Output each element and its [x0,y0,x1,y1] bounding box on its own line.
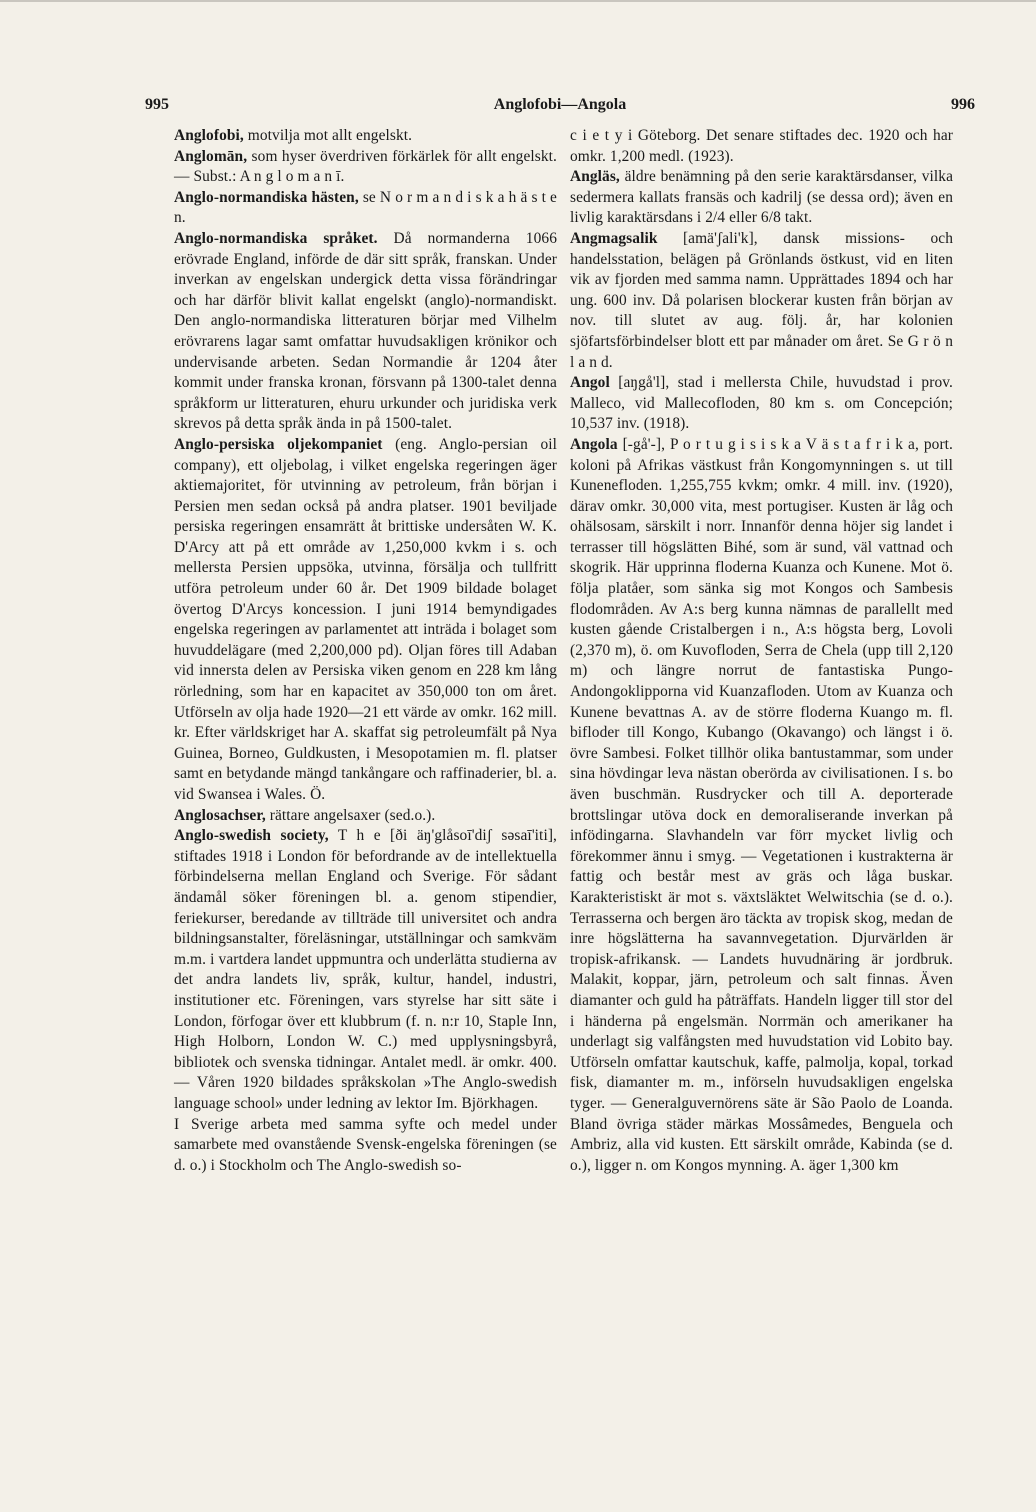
entry-anglas: Angläs, äldre benämning på den serie karaktärsdanser, vilka sedermera kallats fransäs och kadrilj (se dessa ord); även en livlig karaktärsdans i 2/4 eller 6/8 takt. [570,168,953,227]
entry-anglo-swedish-society: Anglo-swedish society, T h e [ði äŋ'glåsoī'diʃ səsaī'iti], stiftades 1918 i London för befordrande av de intellektuella förbindelserna mellan England och Sverige. För sådant ändamål söker föreningen bl. a. genom stipendier, feriekurser, beredande av tillträde till universitet och andra bildningsanstalter, föreläsningar, utställningar och samkväm m.m. i vartdera landet uppmuntra och underlätta studierna av det andra landets liv, språk, kultur, handel, industri, institutioner etc. Föreningen, vars styrelse har sitt säte i London, förfogar över ett klubbrum (f. n. n:r 10, Staple Inn, High Holborn, London W. C.) med upplysningsbyrå, bibliotek och svenska tidningar. Antalet medl. är omkr. 400. — Våren 1920 bildades språkskolan »The Anglo-swedish language school» under ledning av lektor Im. Björkhagen. [174,827,557,1112]
page-number-left: 995 [145,96,169,113]
page-top-border [0,0,1036,2]
right-column [570,126,953,1176]
left-column [174,126,557,1176]
header-title: Anglofobi—Angola [493,96,627,113]
entry-anglofobi: Anglofobi, motvilja mot allt engelskt. [174,127,413,144]
entry-anglosachser: Anglosachser, rättare angelsaxer (sed.o.). [174,806,436,824]
page-number-right: 996 [951,96,975,113]
entry-anglo-normandiska-hasten: Anglo-normandiska hästen, se N o r m a n d i s k a h ä s t e n. [174,188,557,227]
entry-angol: Angol [aŋgå'l], stad i mellersta Chile, huvudstad i prov. Malleco, vid Mallecofloden, 80 km s. om Concepción; 10,537 inv. (1918). [570,374,953,433]
entry-anglo-normandiska-spraket: Anglo-normandiska språket. Då normanderna 1066 erövrade England, införde de där sitt språk, franskan. Under inverkan av engelskan undergick detta vissa förändringar och har därför blivit kallat engelskt (anglo)-normandiskt. Den anglo-normandiska litteraturen börjar med Vilhelm erövrarens lagar samt omfattar huvudsakligen krönikor och undervisande arbeten. Sedan Normandie år 1204 åter kommit under franska kronan, försvann på 1300-talet denna språkform ur litteraturen, ehuru urkunder och juridiska verk skrevos på detta språk ända in på 1500-talet. [174,229,557,433]
entry-angmagsalik: Angmagsalik [amä'ʃali'k], dansk missions- och handelsstation, belägen på Grönlands östkust, vid en liten vik av fjorden med samma namn. Upprättades 1894 och har ung. 600 inv. Då polarisen blockerar kusten från början av nov. till slutet av aug. följ. år, har kolonien sjöfartsförbindelser blott ett par månader om året. Se G r ö n l a n d. [570,229,953,371]
entry-continuation-sverige: I Sverige arbeta med samma syfte och medel under samarbete med ovanstående Svensk-engelska föreningen (se d. o.) i Stockholm och The Anglo-swedish so- [174,1115,557,1174]
entry-anglo-persiska-oljekompaniet: Anglo-persiska oljekompaniet (eng. Anglo-persian oil company), ett oljebolag, i vilket engelska regeringen äger aktiemajoritet, för utvinning av petroleum, från början i Persien men sedan också på andra platser. 1901 beviljade persiska regeringen ensamrätt åt brittiske undersåten W. K. D'Arcy att på ett område av 1,250,000 kvkm i s. och mellersta Persien uppsöka, utvinna, försälja och tullfritt utföra petroleum under 60 år. Det 1909 bildade bolaget övertog D'Arcys koncession. I juni 1914 bemyndigades engelska regeringen av parlamentet att inträda i bolaget som huvuddelägare (med 2,200,000 pd). Oljan föres till Adaban vid innersta delen av Persiska viken genom en 228 km lång rörledning, som har en kapacitet av 350,000 ton om året. Utförseln av olja hade 1920—21 ett värde av omkr. 162 mill. kr. Efter världskriget har A. skaffat sig petroleumfält på Nya Guinea, Borneo, Guldkusten, i Mesopotamien m. fl. platser samt en betydande mängd tankångare och raffinaderier, bl. a. vid Swansea i Wales. Ö. [174,435,557,803]
entry-angloman: Anglomān, som hyser överdriven förkärlek för allt engelskt. — Subst.: A n g l o m a n ī. [174,147,557,186]
entry-angola: Angola [-gå'-], P o r t u g i s i s k a V ä s t a f r i k a, port. koloni på Afrikas västkust från Kongomynningen s. ut till Kunenefloden. 1,255,755 kvkm; omkr. 4 mill. inv. (1920), därav omkr. 30,000 vita, mest portugiser. Kusten är låg och ohälsosam, särskilt i norr. Innanför denna höjer sig landet i terrasser till högslätten Bihé, som är sund, väl vattnad och skogrik. Här upprinna floderna Kuanza och Kunene. Mot ö. följa platåer, som sänka sig mot Kongos och Sambesis flodområden. Av A:s berg kunna nämnas de parallellt med kusten gående Cristalbergen i n., A:s högsta berg, Lovoli (2,370 m), ö. om Kuvofloden, Serra de Chela (upp till 2,120 m) och längre norrut de fantastiska Pungo-Andongoklipporna vid Kuanzafloden. Utom av Kuanza och Kunene bevattnas A. av de större floderna Kuango m. fl. bifloder till Kongo, Kubango (Okavango) och längst i ö. övre Sambesi. Folket tillhör olika bantustammar, som under sina hövdingar leva nästan oberörda av civilisationen. I s. bo även buschmän. Rusdrycker och till A. deporterade brottslingar utöva dock en demoraliserande inverkan på infödingarna. Slavhandeln var förr mycket livlig och förekommer ännu i smyg. — Vegetationen i kustrakterna är fattig och består mest av gräs och låga buskar. Karakteristiskt är mot s. växtsläktet Welwitschia (se d. o.). Terrasserna och bergen äro täckta av tropisk skog, medan de inre högslätterna ha savannvegetation. Djurvärlden är tropisk-afrikansk. — Landets huvudnäring är jordbruk. Malakit, koppar, järn, petroleum och salt finnas. Även diamanter och guld ha påträffats. Handeln ligger till stor del i händerna på engelsmän. Norrmän och amerikaner ha underlagt sig valfångsten med huvudstation vid Lobito bay. Utförseln omfattar kautschuk, kaffe, palmolja, kopal, torkad fisk, diamanter m. m., införseln huvudsakligen engelska tyger. — Generalguvernörens säte är São Paolo de Loanda. Bland övriga städer märkas Mossâmedes, Benguela och Ambriz, alla vid kusten. Ett särskilt område, Kabinda (se d. o.), ligger n. om Kongos mynning. A. äger 1,300 km [570,435,953,1174]
running-header [145,96,975,126]
entry-society-continued: c i e t y i Göteborg. Det senare stiftades dec. 1920 och har omkr. 1,200 medl. (1923). [570,127,953,165]
